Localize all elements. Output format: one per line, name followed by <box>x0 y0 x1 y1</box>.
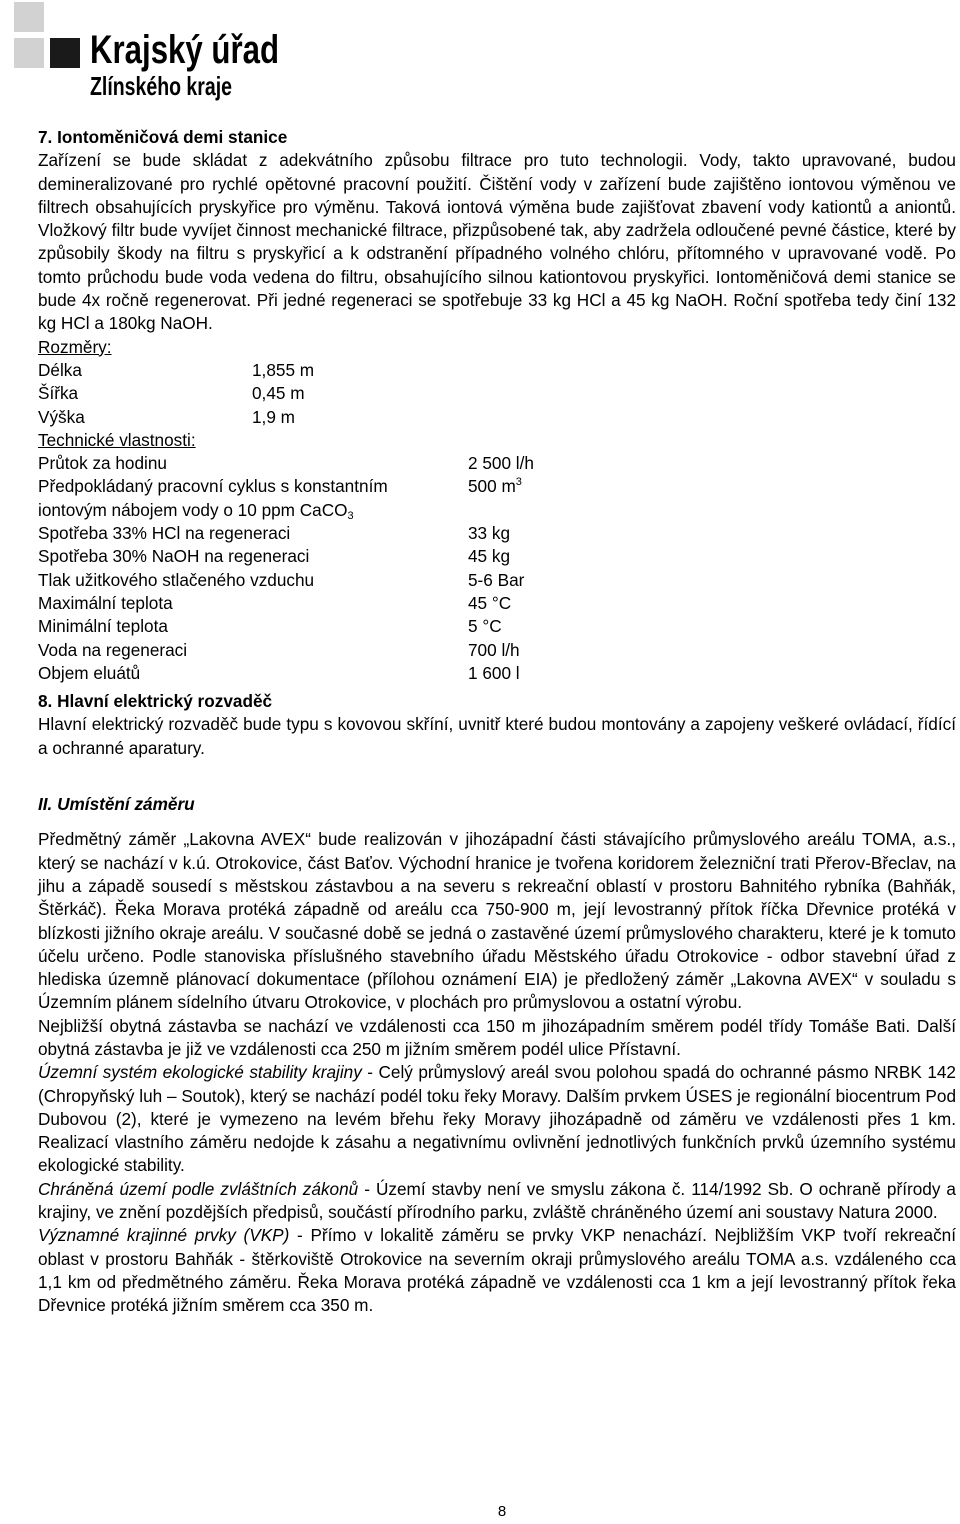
page-number: 8 <box>497 1503 507 1520</box>
spec-row <box>38 545 956 568</box>
logo-square-dark <box>50 38 80 68</box>
spec-name: Průtok za hodinu <box>38 453 167 474</box>
spec-value: 5-6 Bar <box>468 569 525 590</box>
subscript: 3 <box>347 509 354 522</box>
spec-row <box>38 452 956 475</box>
spec-value: 500 $m^3$ <box>468 476 522 497</box>
dimension-value: 1,9 m <box>252 406 295 427</box>
spec-name: Maximální teplota <box>38 592 173 613</box>
protected-areas-paragraph: Chráněná území podle zvláštních zákonů - Území stavby není ve smyslu zákona č. 114/1992 Sb. O ochraně přírody a krajiny, ve znění pozdějších předpisů, součástí přírodního parku, zvláště chráněného území ani soustavy Natura 2000. <box>38 1178 956 1223</box>
technical-properties-label: Technické vlastnosti: <box>38 429 196 450</box>
spec-value: 2 500 l/h <box>468 453 534 474</box>
section-8-paragraph: Hlavní elektrický rozvaděč bude typu s kovovou skříní, uvnitř které budou montovány a zapojeny veškeré ovládací, řídící a ochranné aparatury. <box>38 714 956 758</box>
location-paragraph: Předmětný záměr „Lakovna AVEX“ bude realizován v jihozápadní části stávajícího průmyslového areálu TOMA, a.s., který se nachází v k.ú. Otrokovice, část Baťov. Východní hranice je tvořena koridorem železniční trati Přerov-Břeclav, na jihu a západě sousedí s městskou zástavbou a na severu s rekreační oblastí v prostoru Bahnitého rybníka (Bahňák, Štěrkáč). Řeka Morava protéká západně od areálu cca 750-900 m, její levostranný přítok říčka Dřevnice protéká v blízkosti jižního okraje areálu. V současné době se jedná o zastavěné území průmyslového charakteru, které je k tomuto účelu určeno. Podle stanoviska příslušného stavebního úřadu Městského úřadu Otrokovice - odbor stavební úřad z hlediska územně plánovací dokumentace (přílohou oznámení EIA) je předložený záměr „Lakovna AVEX“ v souladu s Územním plánem sídelního útvaru Otrokovice, v plochách pro průmyslovou a ostatní výrobu. <box>38 829 956 1013</box>
uses-paragraph: Územní systém ekologické stability krajiny - Celý průmyslový areál svou polohou spadá do ochranné pásmo NRBK 142 (Chropyňský luh – Soutok), který se nachází podél toku řeky Moravy. Dalším prvkem ÚSES je regionální biocentrum Pod Dubovou (2), které je vymezeno na levém břehu řeky Moravy jihozápadně od záměru ve vzdálenosti přes 1 km. Realizací vlastního záměru nedojde k zásahu a negativnímu ovlivnění jednotlivých funkčních prvků územního systému ekologické stability. <box>38 1062 956 1176</box>
logo <box>10 2 310 102</box>
spec-name: Spotřeba 33% HCl na regeneraci <box>38 523 291 544</box>
spec-row <box>38 475 956 498</box>
spec-row <box>38 615 956 638</box>
vkp-paragraph: Významné krajinné prvky (VKP) - Přímo v lokalitě záměru se prvky VKP nenachází. Nejbližším VKP tvoří rekreační oblast v prostoru Bahňák - štěrkoviště Otrokovice na severním okraji průmyslového areálu TOMA a.s. vzdáleného cca 1,1 km od předmětného záměru. Řeka Morava protéká západně ve vzdálenosti cca 1 km a její levostranný přítok řeka Dřevnice protéká jižním směrem cca 350 m. <box>38 1225 957 1316</box>
document-body <box>38 126 956 1318</box>
protected-areas-lead: Chráněná území podle zvláštních zákonů <box>38 1178 359 1199</box>
spec-value: 700 l/h <box>468 639 520 660</box>
dimension-row <box>38 382 956 405</box>
residential-paragraph: Nejbližší obytná zástavba se nachází ve vzdálenosti cca 150 m jihozápadním směrem podél třídy Tomáše Bati. Další obytná zástavba je již ve vzdálenosti cca 250 m jižním směrem podél ulice Přístavní. <box>38 1015 956 1059</box>
logo-square-light <box>14 38 44 68</box>
section-7-heading: 7. Iontoměničová demi stanice <box>38 127 288 147</box>
spec-value: 45 °C <box>468 592 512 613</box>
logo-title: Krajský úřad <box>90 28 280 72</box>
spec-name: Voda na regeneraci <box>38 639 188 660</box>
spec-row <box>38 662 956 685</box>
dimension-value: 1,855 m <box>252 359 315 380</box>
section-ii-heading: II. Umístění záměru <box>38 794 195 815</box>
superscript: 3 <box>515 476 522 489</box>
dimension-row <box>38 359 956 382</box>
spec-row <box>38 592 956 615</box>
spec-name: Tlak užitkového stlačeného vzduchu <box>38 569 315 590</box>
dimension-name: Délka <box>38 359 82 380</box>
section-7-paragraph: Zařízení se bude skládat z adekvátního způsobu filtrace pro tuto technologii. Vody, takto upravované, budou demineralizované pro rychlé opětovné pracovní použití. Čištění vody v zařízení bude zajištěno iontovou výměnou ve filtrech obsahujících pryskyřice pro výměnu. Taková iontová výměna bude zajišťovat zbavení vody kationtů a aniontů. Vložkový filtr bude vyvíjet činnost mechanické filtrace, přizpůsobené tak, aby zadržela odloučené pevné částice, které by způsobily škody na filtru s pryskyřicí a k odstranění případného volného chlóru, přítomného v upravované vodě. Po tomto průchodu bude voda vedena do filtru, obsahujícího silnou kationtovou pryskyřici. Iontoměničová demi stanice se bude 4x ročně regenerovat. Při jedné regeneraci se spotřebuje 33 kg HCl a 45 kg NaOH. Roční spotřeba tedy činí 132 kg HCl a 180kg NaOH. <box>38 150 956 334</box>
spec-name: Spotřeba 30% NaOH na regeneraci <box>38 546 310 567</box>
section-8-heading: 8. Hlavní elektrický rozvaděč <box>38 691 273 712</box>
dimensions-label: Rozměry: <box>38 336 112 357</box>
spec-name: iontovým nábojem vody o 10 ppm CaCO$_3$ <box>38 499 354 522</box>
spec-name: Objem eluátů <box>38 662 141 683</box>
spec-value: 1 600 l <box>468 662 520 683</box>
dimension-name: Šířka <box>38 383 79 404</box>
spec-row <box>38 499 956 522</box>
dimension-row <box>38 406 956 429</box>
logo-subtitle: Zlínského kraje <box>90 71 232 101</box>
dimension-value: 0,45 m <box>252 383 305 404</box>
vkp-lead: Významné krajinné prvky (VKP) <box>38 1225 290 1246</box>
spec-row <box>38 522 956 545</box>
logo-square-light <box>14 2 44 32</box>
spec-row <box>38 569 956 592</box>
spec-name: Minimální teplota <box>38 616 168 637</box>
spec-value: 33 kg <box>468 523 511 544</box>
uses-lead: Územní systém ekologické stability krajiny <box>38 1062 362 1083</box>
dimension-name: Výška <box>38 406 85 427</box>
spec-value: 5 °C <box>468 616 502 637</box>
spec-name: Předpokládaný pracovní cyklus s konstantním <box>38 476 388 497</box>
spec-row <box>38 639 956 662</box>
spec-value: 45 kg <box>468 546 511 567</box>
